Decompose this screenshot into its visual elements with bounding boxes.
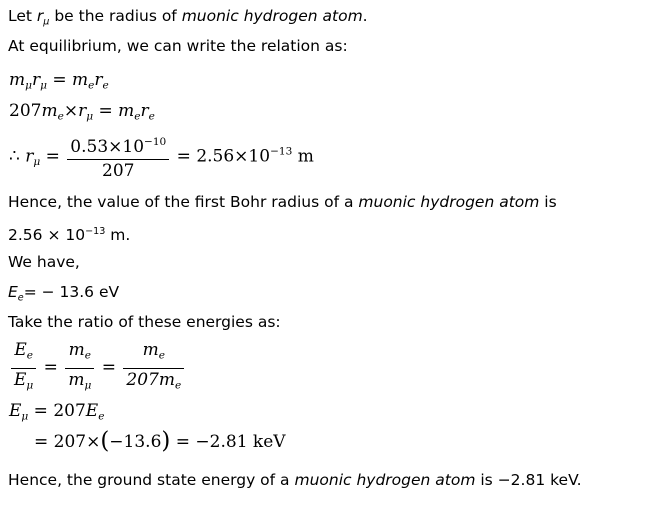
eq-sub: e xyxy=(88,79,95,92)
text: Let xyxy=(8,7,37,25)
result: 2.56×10 xyxy=(196,146,271,167)
text: . xyxy=(362,7,368,25)
eq-r: r xyxy=(140,101,149,121)
eq-sub: μ xyxy=(33,156,41,169)
paren: ) xyxy=(161,428,171,454)
eq-m: m xyxy=(68,340,85,360)
eq-equals: = xyxy=(28,401,54,421)
eq-sub: e xyxy=(148,110,155,123)
eq-equals: = xyxy=(93,101,119,121)
text: = − 13.6 eV xyxy=(23,283,120,301)
equation-7 xyxy=(34,428,286,454)
sub-e: e xyxy=(17,292,24,304)
eq-m: m xyxy=(68,369,85,390)
eq-sub: e xyxy=(26,349,33,362)
eq-sub: e xyxy=(57,110,64,123)
text: is xyxy=(539,193,557,211)
exponent: −10 xyxy=(144,136,167,148)
paren: ( xyxy=(100,428,110,454)
eq-coef: 207 xyxy=(53,401,86,421)
var-E: E xyxy=(9,401,22,421)
eq-equals: = xyxy=(96,357,122,378)
text: = 207× xyxy=(34,431,101,452)
var-E: E xyxy=(8,283,18,301)
eq-sub: e xyxy=(158,349,165,362)
emphasis: muonic hydrogen atom xyxy=(294,471,476,489)
text: 207m xyxy=(126,369,175,390)
eq-sub: e xyxy=(84,349,92,362)
fraction-denominator: 207 xyxy=(102,160,135,181)
ground-state-line xyxy=(8,470,582,490)
eq-r: r xyxy=(78,101,87,121)
equation-1 xyxy=(9,70,109,96)
var-E: E xyxy=(14,369,27,390)
we-have-line: We have, xyxy=(8,253,80,271)
eq-m: m xyxy=(142,340,159,360)
eq-sub: μ xyxy=(26,379,34,392)
exponent: −13 xyxy=(85,226,106,237)
eq-times: × xyxy=(63,101,79,121)
eq-r: r xyxy=(31,70,41,90)
equation-6 xyxy=(9,401,104,427)
eq-sub: e xyxy=(134,110,141,123)
var-E: E xyxy=(14,340,27,360)
intro-line xyxy=(8,6,368,32)
fraction-denominator xyxy=(11,369,36,397)
text: Hence, the value of the first Bohr radius of a xyxy=(8,193,359,211)
text: −13.6 xyxy=(109,431,162,452)
therefore-symbol: ∴ xyxy=(9,146,20,167)
var-E: E xyxy=(85,401,99,421)
eq-sub: e xyxy=(102,79,109,92)
eq-equals: = xyxy=(46,70,73,90)
unit: m. xyxy=(105,226,131,245)
eq-equals: = xyxy=(38,357,64,378)
equilibrium-line: At equilibrium, we can write the relation as: xyxy=(8,37,348,55)
eq-sub: μ xyxy=(84,379,92,392)
eq-r: r xyxy=(94,70,103,90)
equation-ratio xyxy=(9,340,186,396)
fraction-numerator xyxy=(65,340,94,369)
fraction xyxy=(123,340,184,396)
eq-sub: μ xyxy=(86,110,94,123)
fraction-denominator xyxy=(123,369,184,397)
eq-r: r xyxy=(25,146,34,167)
fraction xyxy=(67,132,169,182)
eq-sub: μ xyxy=(25,79,32,92)
text: be the radius of xyxy=(49,7,182,25)
eq-sub: e xyxy=(98,410,105,423)
energy-e-line xyxy=(8,282,119,308)
fraction-numerator xyxy=(67,132,169,160)
fraction-numerator xyxy=(123,340,184,369)
exponent: −13 xyxy=(270,145,293,158)
eq-m: m xyxy=(41,101,58,121)
eq-sub: e xyxy=(174,379,182,392)
fraction xyxy=(65,340,94,396)
fraction-denominator xyxy=(65,369,94,397)
result: = −2.81 keV xyxy=(170,431,286,452)
text: is −2.81 keV. xyxy=(475,471,582,489)
text: 2.56 × 10 xyxy=(8,226,86,245)
eq-sub: μ xyxy=(21,410,29,423)
eq-m: m xyxy=(118,101,135,121)
eq-m: m xyxy=(9,70,26,90)
eq-equals: = xyxy=(171,146,197,167)
eq-m: m xyxy=(72,70,89,90)
equation-3 xyxy=(9,132,314,182)
bohr-radius-line xyxy=(8,192,557,212)
text: 0.53×10 xyxy=(70,136,145,157)
emphasis: muonic hydrogen atom xyxy=(358,193,540,211)
unit: m xyxy=(292,146,314,167)
bohr-radius-value xyxy=(8,222,130,245)
eq-sub: μ xyxy=(40,79,47,92)
var-r: r xyxy=(36,7,44,25)
eq-equals: = xyxy=(40,146,66,167)
text: Hence, the ground state energy of a xyxy=(8,471,295,489)
fraction-numerator xyxy=(11,340,36,369)
equation-2 xyxy=(9,101,155,127)
emphasis: muonic hydrogen atom xyxy=(181,7,363,25)
sub-mu: μ xyxy=(43,16,50,28)
eq-coef: 207 xyxy=(9,101,42,121)
fraction xyxy=(11,340,36,396)
ratio-line: Take the ratio of these energies as: xyxy=(8,313,281,331)
